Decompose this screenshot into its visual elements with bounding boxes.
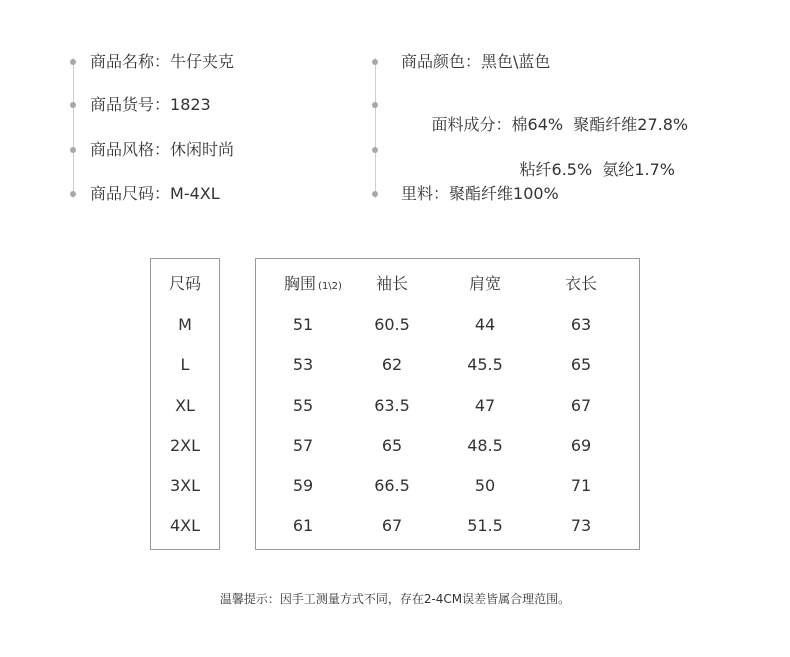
spec-value: 黑色\蓝色 bbox=[481, 52, 551, 71]
size-label: M bbox=[178, 315, 192, 334]
column-header-label: 胸围 bbox=[284, 274, 317, 293]
cell-shoulder: 50 bbox=[474, 476, 496, 495]
size-label: XL bbox=[175, 396, 195, 415]
cell-chest: 51 bbox=[292, 315, 314, 334]
spec-value: 牛仔夹克 bbox=[170, 52, 235, 71]
size-label: 4XL bbox=[169, 516, 201, 535]
spec-value: 1823 bbox=[170, 95, 211, 114]
cell-sleeve: 60.5 bbox=[374, 315, 410, 334]
spec-label: 里料： bbox=[401, 184, 450, 203]
cell-length: 65 bbox=[570, 355, 592, 374]
spec-label: 商品颜色： bbox=[401, 52, 482, 71]
cell-sleeve: 66.5 bbox=[374, 476, 410, 495]
cell-length: 67 bbox=[570, 396, 592, 415]
cell-shoulder: 45.5 bbox=[467, 355, 503, 374]
bullet-dot bbox=[372, 102, 378, 108]
size-label: 3XL bbox=[169, 476, 201, 495]
cell-chest: 57 bbox=[292, 436, 314, 455]
spec-value: M-4XL bbox=[170, 184, 220, 203]
cell-length: 63 bbox=[570, 315, 592, 334]
spec-label: 商品尺码： bbox=[90, 184, 171, 203]
bullet-dot bbox=[372, 191, 378, 197]
bullet-dot bbox=[70, 191, 76, 197]
cell-length: 69 bbox=[570, 436, 592, 455]
column-header-length: 衣长 bbox=[564, 274, 597, 293]
cell-length: 73 bbox=[570, 516, 592, 535]
spec-label: 商品货号： bbox=[90, 95, 171, 114]
spec-value: 棉64% 聚酯纤维27.8% bbox=[511, 115, 689, 134]
spec-label: 商品名称： bbox=[90, 52, 171, 71]
spec-label: 商品风格： bbox=[90, 140, 171, 159]
bullet-dot bbox=[70, 102, 76, 108]
column-header-chest bbox=[268, 274, 358, 297]
cell-chest: 55 bbox=[292, 396, 314, 415]
bullet-dot bbox=[372, 147, 378, 153]
spec-value: 休闲时尚 bbox=[170, 140, 235, 159]
cell-sleeve: 65 bbox=[381, 436, 403, 455]
bullet-dot bbox=[70, 147, 76, 153]
cell-chest: 59 bbox=[292, 476, 314, 495]
size-label: 2XL bbox=[169, 436, 201, 455]
cell-length: 71 bbox=[570, 476, 592, 495]
size-label: L bbox=[180, 355, 190, 374]
cell-sleeve: 63.5 bbox=[374, 396, 410, 415]
spec-timeline-right bbox=[375, 58, 376, 198]
column-header-shoulder: 肩宽 bbox=[468, 274, 501, 293]
cell-sleeve: 62 bbox=[381, 355, 403, 374]
spec-label: 面料成分： bbox=[431, 115, 512, 134]
cell-shoulder: 48.5 bbox=[467, 436, 503, 455]
bullet-dot bbox=[70, 59, 76, 65]
cell-shoulder: 47 bbox=[474, 396, 496, 415]
measurement-footnote: 温馨提示：因手工测量方式不同，存在2-4CM误差皆属合理范围。 bbox=[219, 592, 571, 606]
column-header-sleeve: 袖长 bbox=[375, 274, 408, 293]
spec-value: 粘纤6.5% 氨纶1.7% bbox=[519, 160, 675, 179]
cell-sleeve: 67 bbox=[381, 516, 403, 535]
size-header: 尺码 bbox=[168, 274, 201, 293]
cell-chest: 53 bbox=[292, 355, 314, 374]
spec-timeline-left bbox=[73, 58, 74, 198]
spec-value: 聚酯纤维100% bbox=[449, 184, 559, 203]
column-header-sub: (1\2) bbox=[318, 281, 342, 292]
bullet-dot bbox=[372, 59, 378, 65]
cell-shoulder: 51.5 bbox=[467, 516, 503, 535]
cell-chest: 61 bbox=[292, 516, 314, 535]
cell-shoulder: 44 bbox=[474, 315, 496, 334]
